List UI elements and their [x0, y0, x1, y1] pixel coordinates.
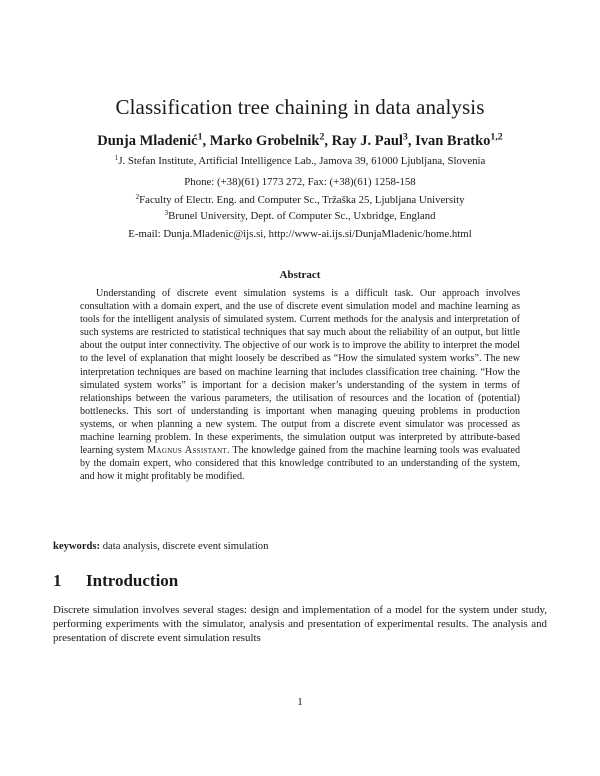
keywords-value: data analysis, discrete event simulation [102, 541, 269, 552]
section-title: Introduction [86, 571, 179, 590]
keywords [53, 541, 547, 552]
author-name: Dunja Mladenić [97, 133, 198, 149]
abstract-heading: Abstract [279, 269, 321, 281]
affiliation-mark: 3 [164, 207, 169, 217]
affiliation-text: J. Stefan Institute, Artificial Intelligence Lab., Jamova 39, 61000 Ljubljana, Slovenia [118, 155, 486, 167]
affiliation-1 [0, 152, 600, 167]
intro-paragraph: Discrete simulation involves several stages: design and implementation of a model for the system under study, performing experiments with the simulator, analysis and presentation of experimental results. The analysis and presentation of discrete event simulation results [53, 604, 547, 645]
affiliation-text: Brunel University, Dept. of Computer Sc., Uxbridge, England [168, 210, 436, 222]
section-body [53, 603, 547, 646]
affiliation-mark: 1 [114, 152, 119, 162]
affiliation-3 [0, 207, 600, 222]
affiliation-text: Faculty of Electr. Eng. and Computer Sc., Tržaška 25, Ljubljana University [139, 194, 465, 206]
abstract-paragraph: Understanding of discrete event simulation systems is a difficult task. Our approach involves consultation with a domain expert, and the use of discrete event simulation model and machine learning as tools for the intelligent analysis of simulated system. Current methods for the analysis and interpretation of such systems are restricted to statistical techniques that say much about the reliability of an output, but little about the output inter connectivity. The objective of our work is to improve the ability to interpret the model to the level of explanation that might loosely be described as “How the simulated system works”. The new interpretation techniques are based on machine learning that includes classification tree chaining. “How the simulated system works” is important for a decision maker’s understanding of the system in terms of relationships between the various parameters, the utilisation of resources and the location of (potential) bottlenecks. This sort of understanding is important when managing queuing problems in production systems, or when planning a new system. The output from a discrete event simulator was processed as machine learning problem. In these experiments, the simulation output was interpreted by attribute-based learning system Magnus Assistant. The knowledge gained from the machine learning tools was evaluated by the domain expert, who considered that this knowledge contributed to an understanding of the system, and how it might profitably be modified. [80, 288, 520, 483]
section-heading [53, 571, 178, 591]
author-affiliation-mark: 2 [319, 131, 325, 143]
author-name: Ivan Bratko [415, 133, 491, 149]
author-list: Dunja Mladenić$^1$, Marko Grobelnik$^2$, Ray J. Paul$^3$, Ivan Bratko$^{1,2}$ [97, 131, 503, 149]
author-affiliation-mark: 1,2 [490, 131, 503, 143]
keywords-label: keywords: [53, 541, 101, 552]
section-number: 1 [53, 571, 62, 590]
author-name: Ray J. Paul [331, 133, 403, 149]
author-affiliation-mark: 3 [402, 131, 408, 143]
contact-email: E-mail: Dunja.Mladenic@ijs.si, http://www-ai.ijs.si/DunjaMladenic/home.html [128, 228, 472, 240]
affiliation-2 [0, 191, 600, 206]
contact-phone: Phone: (+38)(61) 1773 272, Fax: (+38)(61) 1258-158 [184, 176, 416, 188]
author-affiliation-mark: 1 [197, 131, 203, 143]
paper-title: Classification tree chaining in data analysis [115, 95, 485, 119]
abstract-body [80, 287, 520, 483]
page-number: 1 [297, 696, 303, 708]
affiliation-mark: 2 [135, 191, 140, 201]
author-name: Marko Grobelnik [209, 133, 320, 149]
system-name: Magnus Assistant [147, 445, 228, 457]
